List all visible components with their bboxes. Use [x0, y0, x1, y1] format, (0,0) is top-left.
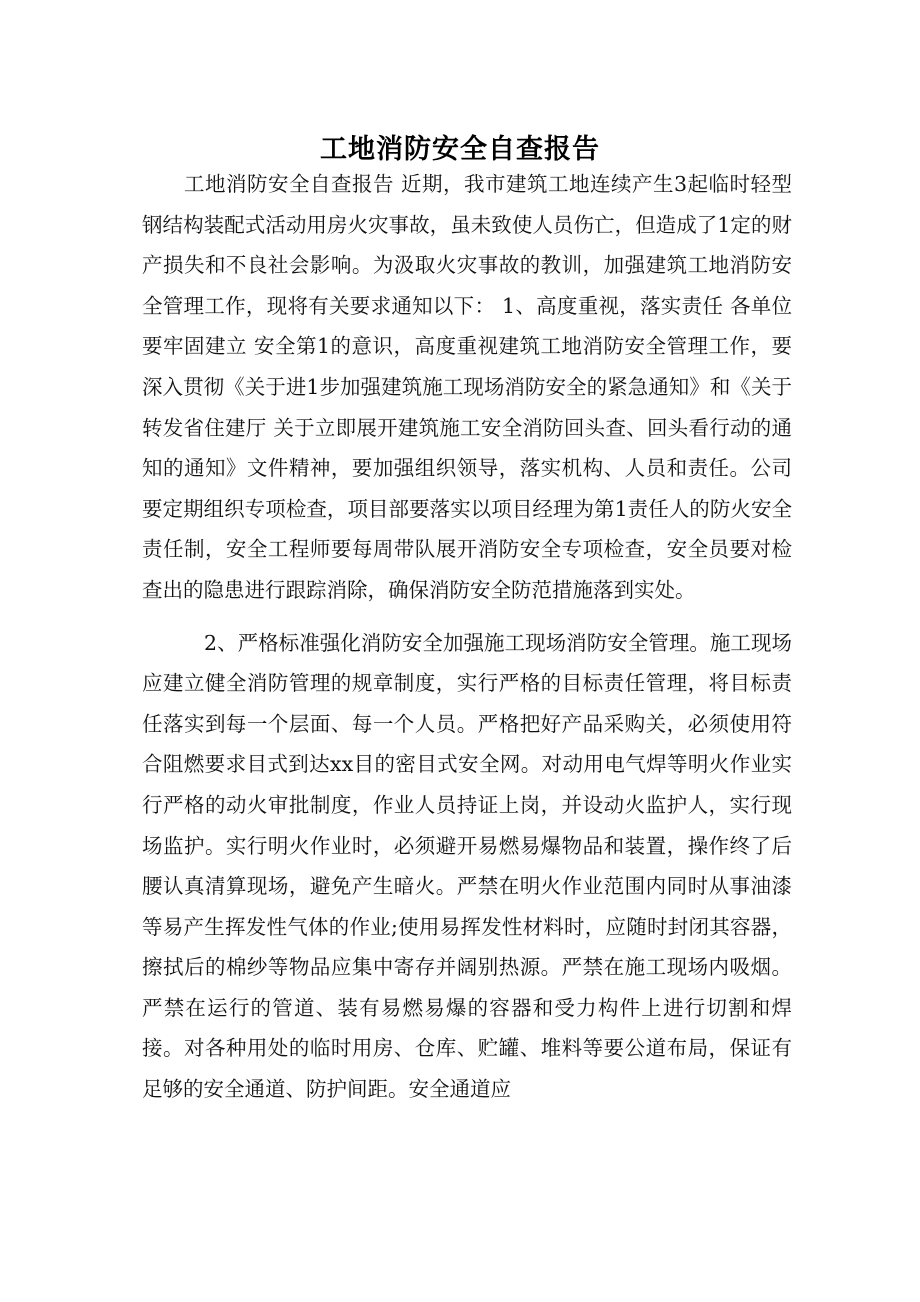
document-title: 工地消防安全自查报告 — [320, 134, 600, 166]
paragraph-1: 工地消防安全自查报告 近期，我市建筑工地连续产生3起临时轻型钢结构装配式活动用房火灾事故，虽未致使人员伤亡，但造成了1定的财产损失和不良社会影响。为汲取火灾事故的教训，加强建筑工地消防安全管理工作，现将有关要求通知以下： 1、高度重视，落实责任 各单位要牢固建立 安全第1的意识，高度重视建筑工地消防安全管理工作，要深入贯彻《关于进1步加强建筑施工现场消防安全的紧急通知》和《关于转发省住建厅 关于立即展开建筑施工安全消防回头查、回头看行动的通知的通知》文件精神，要加强组织领导，落实机构、人员和责任。公司要定期组织专项检查，项目部要落实以项目经理为第1责任人的防火安全责任制，安全工程师要每周带队展开消防安全专项检查，安全员要对检查出的隐患进行跟踪消除，确保消防安全防范措施落到实处。 — [142, 172, 792, 602]
document-body — [142, 164, 792, 1110]
paragraph-2: 2、严格标准强化消防安全加强施工现场消防安全管理。施工现场应建立健全消防管理的规章制度，实行严格的目标责任管理，将目标责任落实到每一个层面、每一个人员。严格把好产品采购关，必须使用符合阻燃要求目式到达xx目的密目式安全网。对动用电气焊等明火作业实行严格的动火审批制度，作业人员持证上岗，并设动火监护人，实行现场监护。实行明火作业时，必须避开易燃易爆物品和装置，操作终了后腰认真清算现场，避免产生暗火。严禁在明火作业范围内同时从事油漆等易产生挥发性气体的作业;使用易挥发性材料时，应随时封闭其容器，擦拭后的棉纱等物品应集中寄存并阔别热源。严禁在施工现场内吸烟。严禁在运行的管道、装有易燃易爆的容器和受力构件上进行切割和焊接。对各种用处的临时用房、仓库、贮罐、堆料等要公道布局，保证有足够的安全通道、防护间距。安全通道应 — [142, 630, 792, 1102]
